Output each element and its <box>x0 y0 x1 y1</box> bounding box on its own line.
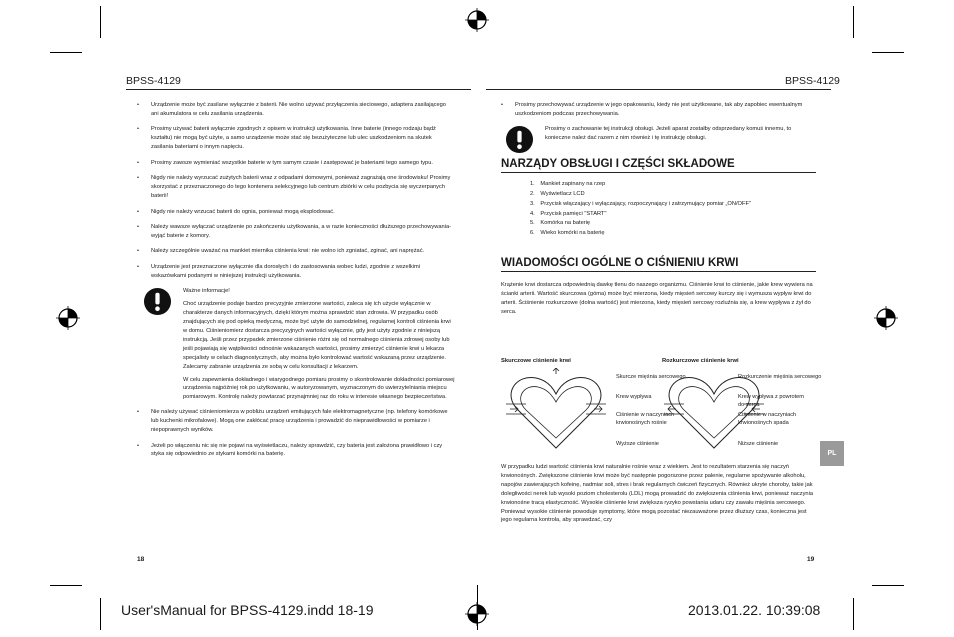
body-paragraph: Krążenie krwi dostarcza odpowiednią dawkę tlenu do naszego organizmu. Ciśnienie krwi to ciśnienie, jakie krew wywiera na ścianki arterii. Wartość skurczowa (góma) może być mierzona, kiedy mięsień sercowy kurczy się i wymusza wypływ krwi do arterii. Ściśnienie rozkurczowe (dolna wartość) jest mierzona, kiedy mięsień sercowy rozluźnia się, a krew wypływa z żył do serca. <box>501 282 813 315</box>
registration-mark-icon <box>465 602 489 626</box>
list-item: • Prosimy przechowywać urządzenie w jego opakowaniu, kiedy nie jest użytkowane, tak aby zapobiec ewentualnym uszkodzeniom podczas przechowywania. <box>501 101 816 119</box>
registration-mark-icon <box>465 8 489 32</box>
crop-mark <box>50 52 82 53</box>
parts-list <box>501 180 816 239</box>
note-paragraph: Prosimy o zachowanie tej instrukcji obsługi. Jeżeli aparat zostałby odsprzedany komuś innemu, to konieczne należ dać razem z nim również i tę instrukcję obsługi. <box>545 126 792 142</box>
note-title: Ważne informacje! <box>183 288 230 295</box>
diagram-label: Krew wypływa z powrotem do serca <box>738 394 804 408</box>
right-column <box>501 101 816 317</box>
registration-mark-icon <box>56 306 80 330</box>
section-heading-blood-pressure <box>501 256 816 272</box>
diagram-label: Rozkurczenie mięśnia sercowego <box>738 374 822 380</box>
heart-systolic-diagram <box>506 368 606 452</box>
crop-mark <box>100 598 101 630</box>
list-item: 6. Wieko komórki na baterię <box>530 230 605 237</box>
crop-mark <box>872 585 904 586</box>
registration-mark-icon <box>874 306 898 330</box>
diagram-label: Niższe ciśnienie <box>738 441 779 447</box>
list-item: • Prosimy zawsze wymieniać wszystkie baterie w tym samym czasie i zastępować je bateriami tego samego typu. <box>137 159 455 168</box>
list-item: • Nigdy nie należy wrzucać baterii do ognia, ponieważ mogą eksplodować. <box>137 208 455 217</box>
list-item: • Nigdy nie należy wyrzucać zużytych baterii wraz z odpadami domowymi, ponieważ zagrażają one środowisku! Prosimy skorzystać z przeznaczonego do tego kontenera selekcyjnego lub centrum zbiórki w celu pozbycia się wyczerpanych baterii! <box>137 174 455 201</box>
crop-mark <box>100 6 101 38</box>
important-note <box>143 287 455 402</box>
page-number-left: 18 <box>137 556 145 563</box>
heading-text: WIADOMOŚCI OGÓLNE O CIŚNIENIU KRWI <box>501 257 739 269</box>
warning-icon <box>143 287 172 316</box>
body-paragraph: W przypadku ludzi wartość ciśnienia krwi naturalnie rośnie wraz z wiekiem. Jest to rezultatem starzenia się naczyń krwionośnych. Zwiększone ciśnienie krwi może być następnie pogorszone przez palenie, regularne spożywanie alkoholu, napojów zawierających kofeinę, nadmiar soli, stres i brak regularnych ćwiczeń fizycznych. Również ukryte choroby, takie jak dolegliwości nerek lub wysoki poziom cholesterolu (LDL) mogą prowadzić do zwiększenia ciśnienia krwi, ponieważ naczynia krwionośne tracą elastyczność. Wysokie ciśnienie krwi zwiększa ryzyko powstania udaru czy zawału mięśnia sercowego. Ponieważ wysokie ciśnienie powoduje symptomy, które mogą pozostać niezauważone przez dłuższy czas, konieczna jest jego regularna kontrola, aby sprawdzać, czy <box>501 464 814 524</box>
crop-mark <box>853 6 854 38</box>
note-paragraph: Choć urządzenie podaje bardzo precyzyjnie zmierzone wartości, zaleca się ich użycie wyłącznie w charakterze danych informacyjnych, dzięki którym można sprawdzić stan zdrowia. W przypadku osób znajdujących się pod opieką medyczną, może być użyte do samodzielnej, regularnej kontroli ciśnienia krwi w domu. Ciśnieniomierz dostarcza precyzyjnych wartości wyłącznie, gdy jest użyty zgodnie z niniejszą instrukcją. Jeśli przez przypadek zmierzone ciśnienie różni się od normalnego ciśnienia zdrowej osoby lub jeśli pojawiają się wątpliwości odnośnie wskazanych wartości, prosimy zmierzyć ciśnienie krwi u lekarza specjalisty w celach diagnostycznych, aby można było kontrolować wartość wskazaną przez urządzenie. Zalecamy zabranie urządzenia ze sobą w celu konsultacji z lekarzem. <box>183 301 451 370</box>
diagram-label: Wyższe ciśnienie <box>616 441 659 447</box>
left-bullet-list-2 <box>137 408 455 459</box>
list-item: 3. Przycisk włączający i wyłączający, rozpoczynający i zatrzymujący pomiar „ON/OFF" <box>530 200 751 207</box>
note-paragraph: W celu zapewnienia dokładnego i wiarygodnego pomiaru prosimy o skontrolowanie dokładności pomiarowej urządzenia najpóźniej rok po użytkowaniu, w autoryzowanym, wyznaczonym do uwierzytelniania miejscu pomiarowym. Kontrolę należy powtarzać przynajmniej raz do roku w interesie własnego bezpieczeństwa. <box>183 376 455 401</box>
diagram-label: Ciśnienie w naczyniach krwionośnych rośnie <box>616 412 675 426</box>
list-item: 1. Mankiet zapinany na rzep <box>530 181 606 188</box>
list-item: 5. Komórka na baterię <box>530 220 591 227</box>
crop-mark <box>853 598 854 630</box>
left-model-header: BPSS-4129 <box>126 75 181 87</box>
diagram-title-systolic: Skurczowe ciśnienie krwi <box>501 358 571 364</box>
footer-filename: User'sManual for BPSS-4129.indd 18-19 <box>121 602 374 618</box>
warning-icon <box>505 125 534 154</box>
crop-mark <box>50 585 82 586</box>
left-column <box>137 101 455 466</box>
diagram-label: Skurcze mięśnia sercowego <box>616 374 686 380</box>
diagram-title-diastolic: Rozkurczowe ciśnienie krwi <box>662 358 739 364</box>
page-number-right: 19 <box>807 556 815 563</box>
header-rule <box>486 89 831 90</box>
header-rule <box>126 89 471 90</box>
list-item: 4. Przycisk pamięci "START" <box>530 210 607 217</box>
right-model-header: BPSS-4129 <box>785 75 840 87</box>
heading-text: NARZĄDY OBSŁUGI I CZĘŚCI SKŁADOWE <box>501 158 735 171</box>
list-item: • Prosimy używać baterii wyłącznie zgodnych z opisem w instrukcji użytkowania. Inne baterie (innego rodzaju bądź kształtu) nie mogą być użyte, a samo urządzenie może stać się bezużyteczne lub ulec uszkodzeniom na skutek zasilania bateriami o innym napięciu. <box>137 125 455 152</box>
list-item: 2. Wyświetlacz LCD <box>530 191 585 198</box>
list-item: • Urządzenie może być zasilane wyłącznie z baterii. Nie wolno używać przyłączenia sieciowego, adaptera zasilającego ani akumulatora w celu zasilania urządzenia. <box>137 101 455 119</box>
section-heading-parts <box>501 157 816 173</box>
list-item: • Nie należy używać ciśnieniomierza w pobliżu urządzeń emitujących fale elektromagnetyczne (np. telefony komórkowe lub kuchenki mikrofalowe). Mogą one zakłócać pracę urządzenia i prowadzić do nieprawidłowości w pomiarze i niepoprawnych wyników. <box>137 408 455 435</box>
crop-mark <box>872 52 904 53</box>
language-tab: PL <box>820 441 844 466</box>
list-item: • Jeżeli po włączeniu nic się nie pojawi na wyświetlaczu, należy sprawdzić, czy bateria jest założona prawidłowo i czy styka się odpowiednio ze stykami komórki na baterię. <box>137 442 455 460</box>
footer-timestamp: 2013.01.22. 10:39:08 <box>688 602 821 618</box>
keep-manual-note <box>501 125 816 143</box>
right-column-lower <box>501 463 816 525</box>
list-item: • Urządzenie jest przeznaczone wyłącznie dla dorosłych i do zastosowania wobec ludzi, zgodnie z wszelkimi wskazówkami podanymi w niniejszej instrukcji użytkowania. <box>137 263 455 281</box>
diagram-label: Ciśnienie w naczyniach krwionośnych spada <box>738 412 797 426</box>
left-bullet-list <box>137 101 455 281</box>
right-bullet-list <box>501 101 816 119</box>
list-item: • Należy wawsze wyłączać urządzenie po zakończeniu użytkowania, a w razie konieczności dłuższego przechowywania- wyjąć baterie z komory. <box>137 223 455 241</box>
list-item: • Należy szczególnie uważać na mankiet miernika ciśnienia krwi: nie wolno ich zgniatać, zginać, ani naprężać. <box>137 247 455 256</box>
diagram-label: Krew wypływa <box>616 394 652 400</box>
